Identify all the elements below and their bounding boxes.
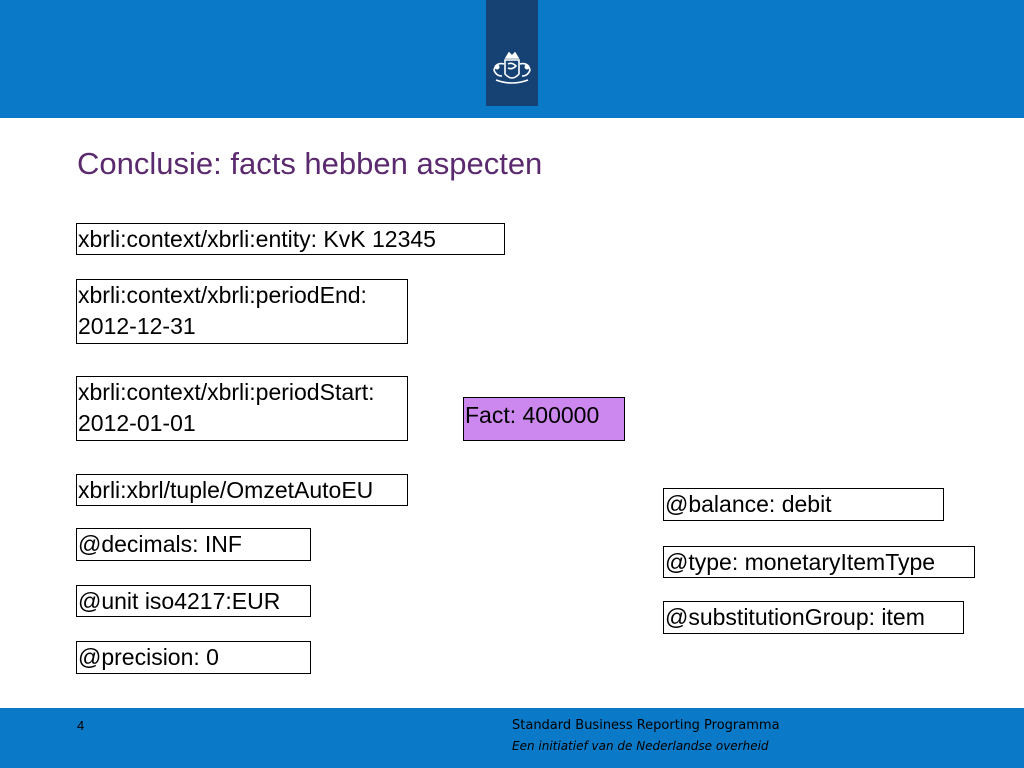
header-bar xyxy=(0,0,1024,118)
period-end-aspect-box: xbrli:context/xbrli:periodEnd: 2012-12-31 xyxy=(76,279,408,344)
period-start-aspect-box: xbrli:context/xbrli:periodStart: 2012-01-01 xyxy=(76,376,408,441)
page-number: 4 xyxy=(77,718,85,733)
footer-program-name: Standard Business Reporting Programma xyxy=(512,718,780,733)
decimals-aspect-box: @decimals: INF xyxy=(76,528,311,561)
precision-aspect-box: @precision: 0 xyxy=(76,641,311,674)
coat-of-arms-icon xyxy=(488,50,536,90)
fact-box: Fact: 400000 xyxy=(463,397,625,441)
footer-bar xyxy=(0,708,1024,768)
entity-aspect-box: xbrli:context/xbrli:entity: KvK 12345 xyxy=(76,223,505,255)
substitution-group-attribute-box: @substitutionGroup: item xyxy=(663,601,964,634)
tuple-aspect-box: xbrli:xbrl/tuple/OmzetAutoEU xyxy=(76,474,408,506)
footer-tagline: Een initiatief van de Nederlandse overheid xyxy=(512,739,769,753)
unit-aspect-box: @unit iso4217:EUR xyxy=(76,585,311,617)
type-attribute-box: @type: monetaryItemType xyxy=(663,546,975,578)
logo xyxy=(486,0,538,106)
slide-title: Conclusie: facts hebben aspecten xyxy=(77,146,543,181)
balance-attribute-box: @balance: debit xyxy=(663,488,944,521)
